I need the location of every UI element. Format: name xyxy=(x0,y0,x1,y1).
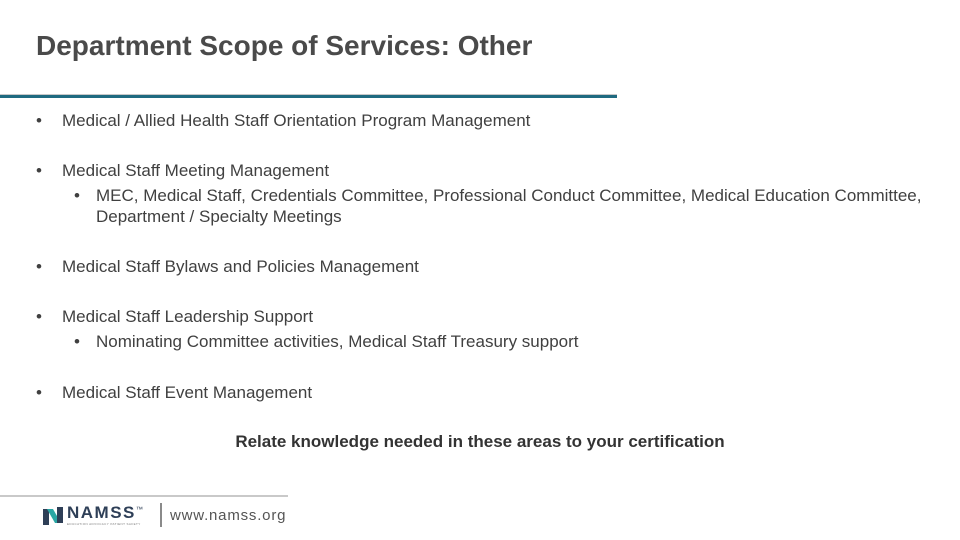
bullet-dot: • xyxy=(36,257,42,276)
bullet-text: Medical Staff Event Management xyxy=(62,383,313,402)
bullet-dot: • xyxy=(36,383,42,402)
sub-bullet-text: MEC, Medical Staff, Credentials Committee, Professional Conduct Committee, Medical Education Committee, Department / Specialty Meetings xyxy=(96,186,922,226)
logo-trademark: ™ xyxy=(135,506,145,514)
slide-title: Department Scope of Services: Other xyxy=(36,30,533,61)
bullet-dot: • xyxy=(36,111,42,130)
bullet-dot: • xyxy=(36,307,42,326)
bullet-text: Medical Staff Meeting Management xyxy=(62,161,330,180)
bullet-dot: • xyxy=(36,161,42,180)
sub-bullet-text: Nominating Committee activities, Medical Staff Treasury support xyxy=(96,332,579,351)
logo-tagline: EDUCATION ADVOCACY PATIENT SAFETY xyxy=(67,522,141,526)
bullet-text: Medical Staff Bylaws and Policies Management xyxy=(62,257,419,276)
certification-note: Relate knowledge needed in these areas to your certification xyxy=(235,432,725,451)
bullet-text: Medical / Allied Health Staff Orientation Program Management xyxy=(62,111,531,130)
website-url: www.namss.org xyxy=(170,507,287,524)
logo-wordmark xyxy=(67,503,144,523)
title-divider-accent xyxy=(0,95,617,98)
logo-separator xyxy=(160,503,162,527)
footer-divider xyxy=(0,495,288,497)
namss-logo-mark-icon xyxy=(42,505,64,527)
sub-bullet-dot: • xyxy=(74,332,80,351)
namss-logo xyxy=(42,500,292,532)
sub-bullet-dot: • xyxy=(74,186,80,205)
logo-wordmark-text: NAMSS xyxy=(67,503,136,522)
bullet-text: Medical Staff Leadership Support xyxy=(62,307,314,326)
